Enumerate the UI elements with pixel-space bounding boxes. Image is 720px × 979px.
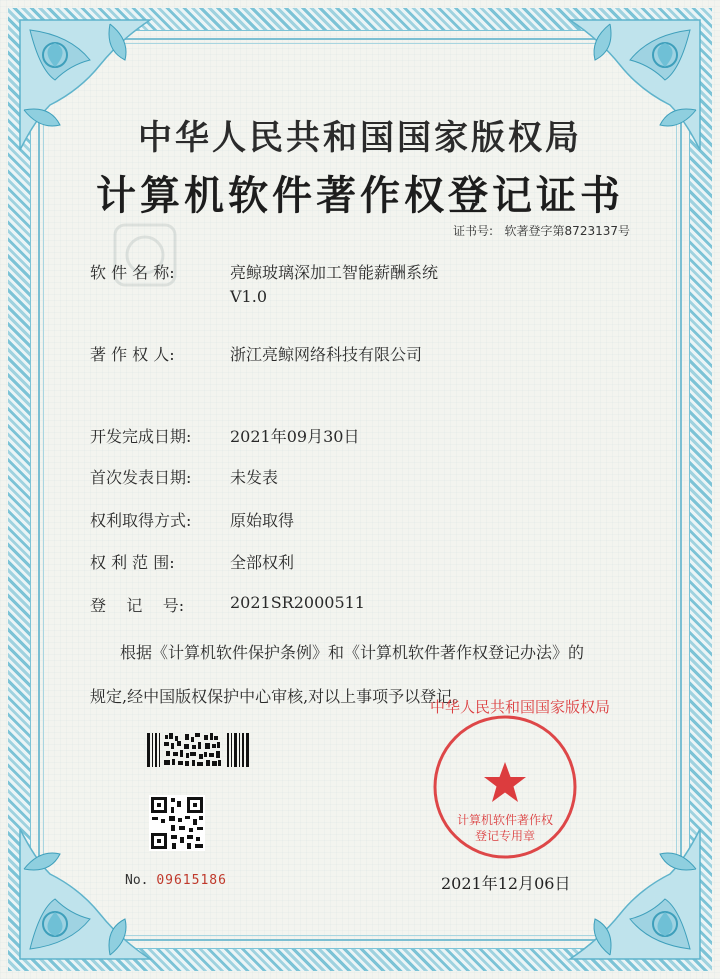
certificate-number bbox=[453, 222, 630, 239]
certificate-title: 计算机软件著作权登记证书 bbox=[96, 172, 624, 219]
rights-scope-value: 全部权利 bbox=[230, 553, 295, 572]
rights-scope-label: 权 利 范 围: bbox=[90, 553, 175, 572]
completion-date-label: 开发完成日期: bbox=[90, 427, 192, 446]
serial-prefix: No. bbox=[125, 873, 149, 888]
software-name-value bbox=[230, 260, 438, 306]
copyright-owner-label: 著 作 权 人: bbox=[90, 345, 175, 364]
software-name: 亮鲸玻璃深加工智能薪酬系统 bbox=[230, 263, 439, 282]
registration-number-row bbox=[90, 593, 365, 616]
serial-number bbox=[125, 873, 227, 888]
certificate-number-value: 软著登字第8723137号 bbox=[504, 224, 630, 238]
rights-scope-row bbox=[90, 550, 294, 573]
software-name-label: 软 件 名 称: bbox=[90, 263, 175, 282]
acquire-method-value: 原始取得 bbox=[230, 511, 295, 530]
copyright-owner-row bbox=[90, 342, 422, 365]
statement-line-1: 根据《计算机软件保护条例》和《计算机软件著作权登记办法》的 bbox=[120, 643, 585, 662]
qr-code-icon bbox=[149, 795, 205, 851]
first-publish-row bbox=[90, 465, 278, 488]
issuing-authority: 中华人民共和国国家版权局 bbox=[138, 118, 582, 158]
serial-number-value: 09615186 bbox=[156, 873, 227, 888]
acquire-method-label: 权利取得方式: bbox=[90, 511, 192, 530]
completion-date-value: 2021年09月30日 bbox=[230, 427, 360, 446]
completion-date-row bbox=[90, 424, 359, 447]
certificate-number-label: 证书号: bbox=[453, 224, 494, 238]
statement-line-2: 规定,经中国版权保护中心审核,对以上事项予以登记。 bbox=[90, 687, 469, 706]
seal-line-2: 登记专用章 bbox=[474, 829, 536, 843]
seal-line-1: 计算机软件著作权 bbox=[456, 813, 554, 827]
registration-number-value: 2021SR2000511 bbox=[230, 593, 365, 612]
seal-ring-text: 中华人民共和国国家版权局 bbox=[430, 698, 611, 716]
corner-ornament-icon bbox=[10, 819, 160, 969]
registration-number-label: 登 记 号: bbox=[90, 596, 185, 615]
official-seal-icon bbox=[430, 698, 611, 862]
software-version: V1.0 bbox=[230, 287, 267, 306]
copyright-owner-value: 浙江亮鲸网络科技有限公司 bbox=[230, 345, 423, 364]
acquire-method-row bbox=[90, 508, 294, 531]
software-name-row bbox=[90, 260, 438, 306]
first-publish-value: 未发表 bbox=[230, 468, 279, 487]
first-publish-label: 首次发表日期: bbox=[90, 468, 192, 487]
issue-date: 2021年12月06日 bbox=[441, 874, 571, 893]
barcode-icon bbox=[147, 733, 249, 767]
corner-ornament-icon bbox=[560, 819, 710, 969]
